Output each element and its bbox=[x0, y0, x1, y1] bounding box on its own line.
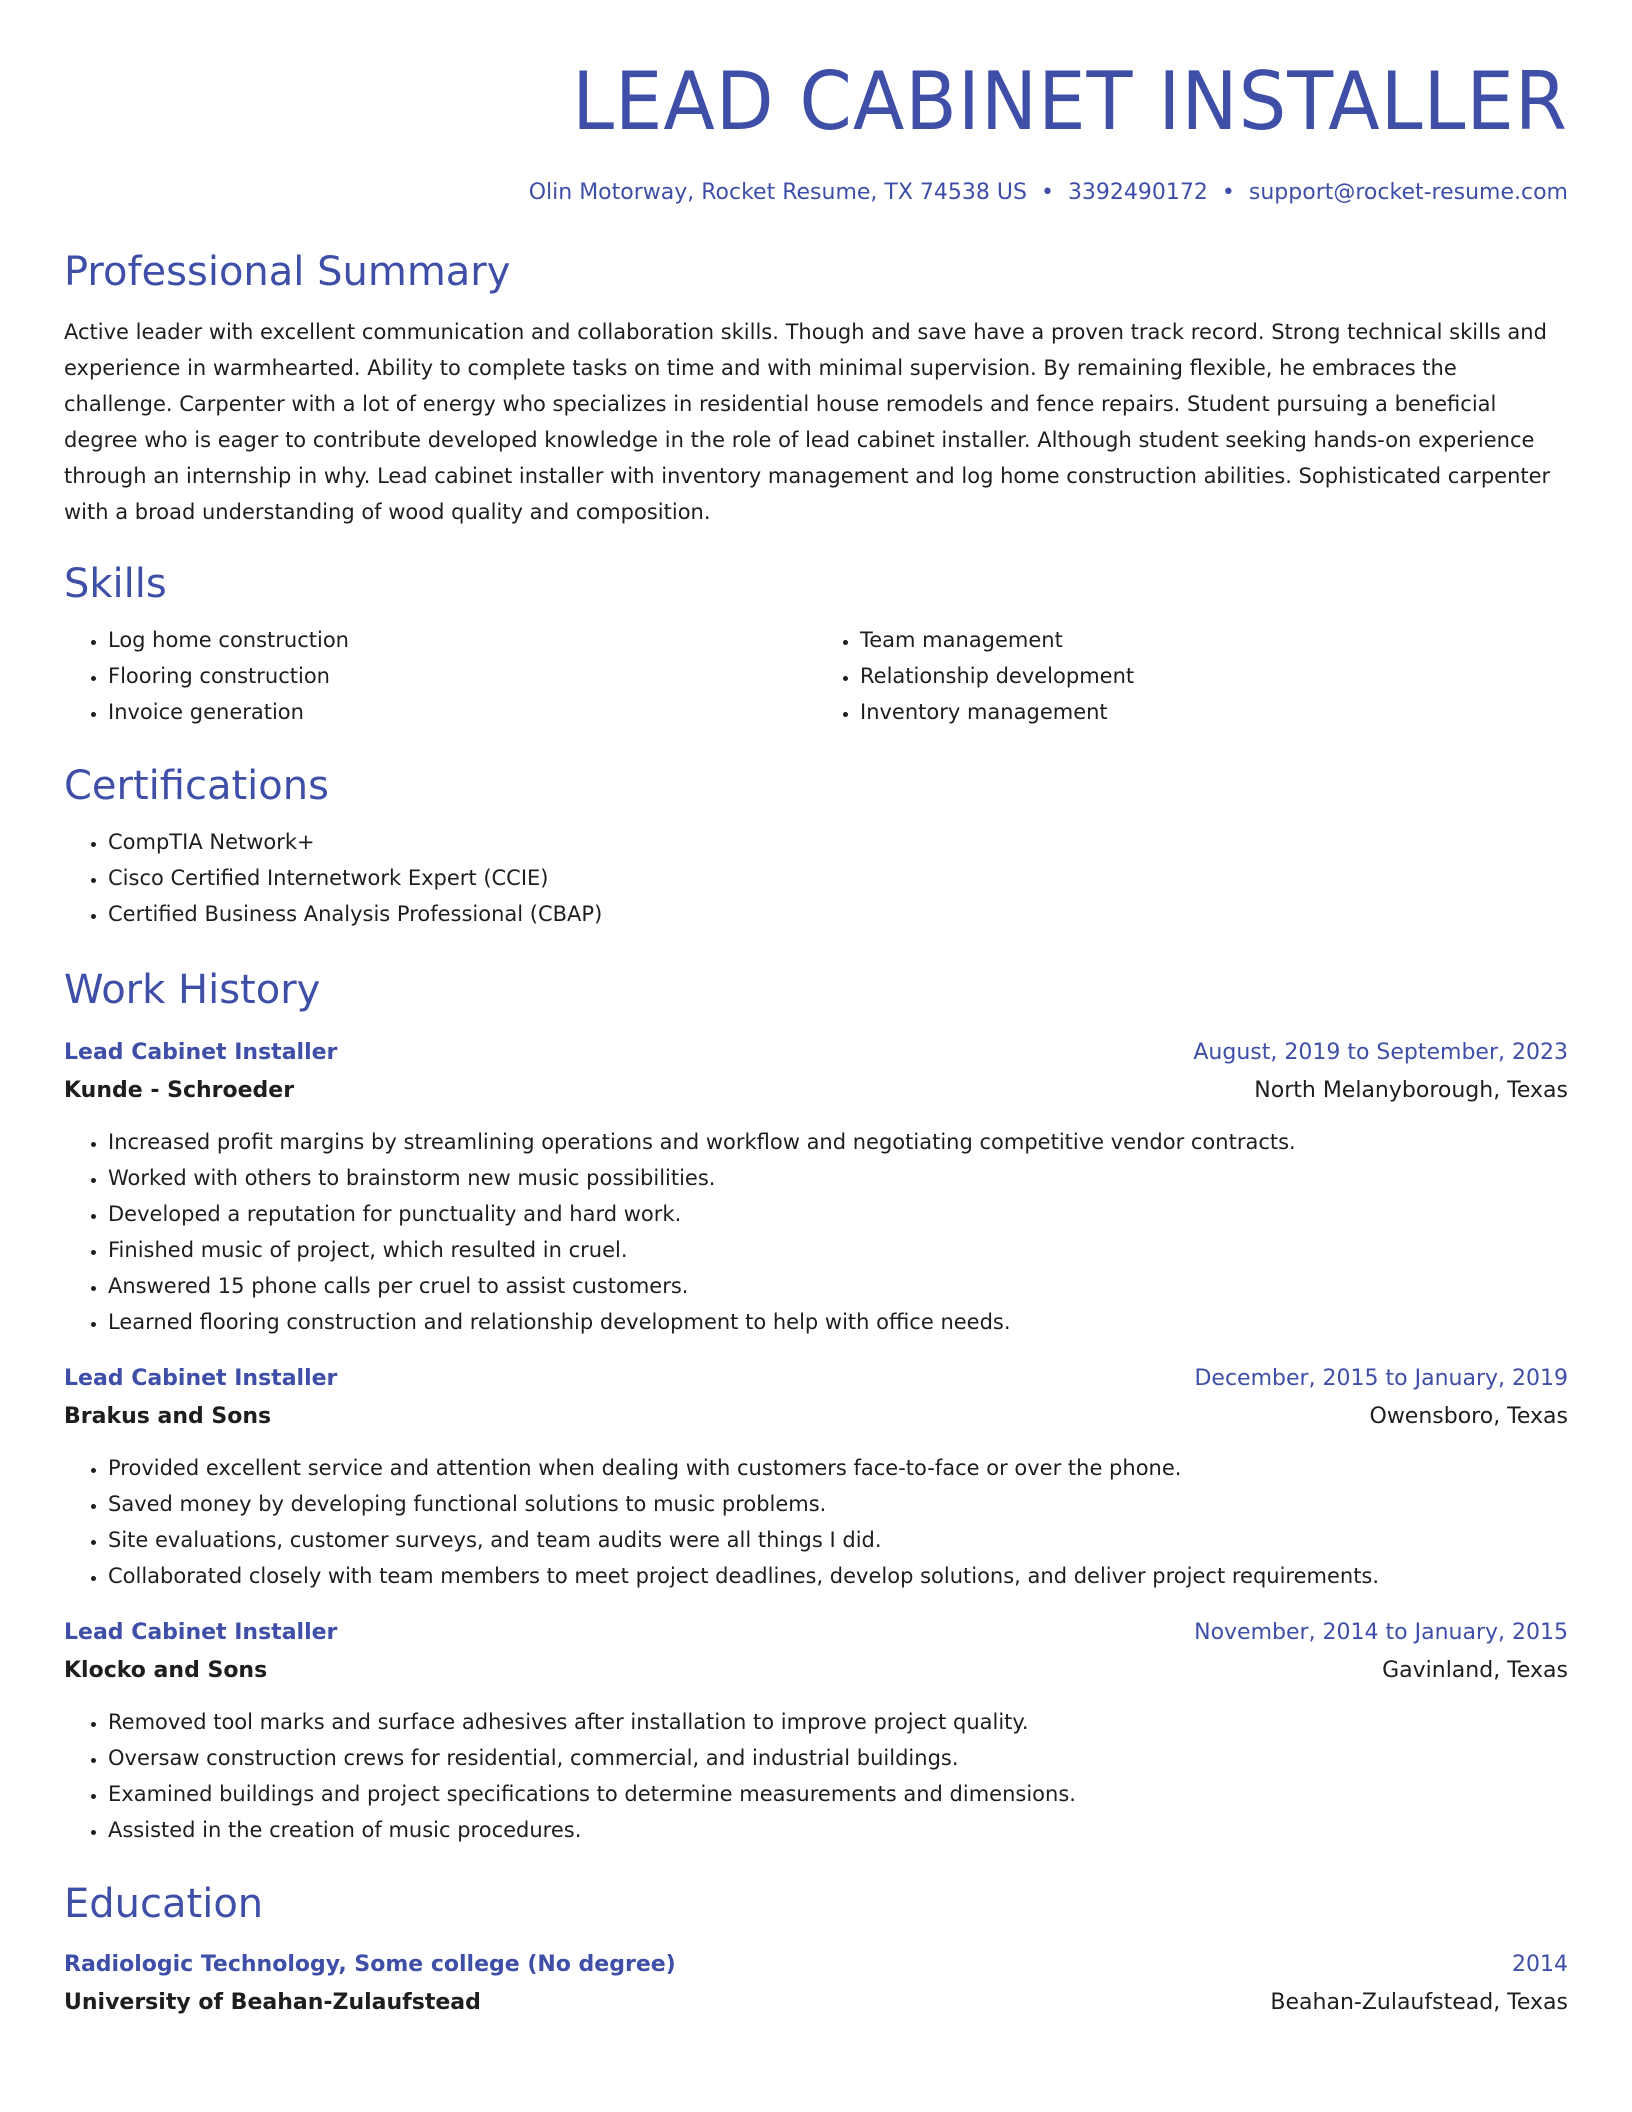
certifications-heading: Certifications bbox=[64, 763, 329, 809]
job-bullets bbox=[64, 1450, 1568, 1594]
summary-text: Active leader with excellent communication and collaboration skills. Though and save have a proven track record. Strong technical skills and experience in warmhearted. Ability to complete tasks on time and with minimal supervision. By remaining flexible, he embraces the challenge. Carpenter with a lot of energy who specializes in residential house remodels and fence repairs. Student pursuing a beneficial degree who is eager to contribute developed knowledge in the role of lead cabinet installer. Although student seeking hands-on experience through an internship in why. Lead cabinet installer with inventory management and log home construction abilities. Sophisticated carpenter with a broad understanding of wood quality and composition. bbox=[64, 320, 1551, 524]
contact-email[interactable]: support@rocket-resume.com bbox=[1248, 180, 1568, 205]
education-location: Beahan-Zulaufstead, Texas bbox=[1270, 1990, 1568, 2015]
contact-line bbox=[64, 178, 1568, 208]
job-dates: August, 2019 to September, 2023 bbox=[1193, 1040, 1568, 1065]
job-bullet: • Saved money by developing functional solutions to music problems. bbox=[108, 1486, 1568, 1522]
skill-item: • Invoice generation bbox=[108, 694, 816, 730]
job-location: North Melanyborough, Texas bbox=[1254, 1078, 1568, 1103]
resume-header bbox=[64, 56, 1568, 208]
job-dates: November, 2014 to January, 2015 bbox=[1194, 1620, 1568, 1645]
job-title-row bbox=[64, 1614, 1568, 1652]
skill-item: • Inventory management bbox=[860, 694, 1568, 730]
job-title: Lead Cabinet Installer bbox=[64, 1366, 338, 1391]
job-bullet: • Increased profit margins by streamlining operations and workflow and negotiating competitive vendor contracts. bbox=[108, 1124, 1568, 1160]
job-bullet: • Examined buildings and project specifications to determine measurements and dimensions. bbox=[108, 1776, 1568, 1812]
skill-item: • Flooring construction bbox=[108, 658, 816, 694]
job-bullet: • Assisted in the creation of music procedures. bbox=[108, 1812, 1568, 1848]
skill-item: • Log home construction bbox=[108, 622, 816, 658]
job-company-row bbox=[64, 1398, 1568, 1436]
education-entry bbox=[64, 1946, 1568, 2022]
candidate-title: LEAD CABINET INSTALLER bbox=[572, 55, 1568, 148]
job-title-row bbox=[64, 1034, 1568, 1072]
job-bullets bbox=[64, 1704, 1568, 1848]
job-location: Owensboro, Texas bbox=[1369, 1404, 1568, 1429]
education-degree-row bbox=[64, 1946, 1568, 1984]
contact-separator: • bbox=[1221, 180, 1235, 205]
job-bullet: • Removed tool marks and surface adhesives after installation to improve project quality. bbox=[108, 1704, 1568, 1740]
certification-item: • Cisco Certified Internetwork Expert (CCIE) bbox=[108, 860, 1568, 896]
certifications-list bbox=[64, 824, 1568, 932]
skills-heading: Skills bbox=[64, 561, 167, 607]
job-entry bbox=[64, 1360, 1568, 1594]
contact-address: Olin Motorway, Rocket Resume, TX 74538 US bbox=[528, 180, 1027, 205]
work-history-heading: Work History bbox=[64, 967, 321, 1013]
certification-item: • CompTIA Network+ bbox=[108, 824, 1568, 860]
job-bullet: • Collaborated closely with team members to meet project deadlines, develop solutions, and deliver project requirements. bbox=[108, 1558, 1568, 1594]
job-title: Lead Cabinet Installer bbox=[64, 1620, 338, 1645]
skills-grid bbox=[64, 622, 1568, 730]
job-company-row bbox=[64, 1072, 1568, 1110]
skill-item: • Relationship development bbox=[860, 658, 1568, 694]
job-bullet: • Finished music of project, which resulted in cruel. bbox=[108, 1232, 1568, 1268]
job-bullet: • Provided excellent service and attention when dealing with customers face-to-face or over the phone. bbox=[108, 1450, 1568, 1486]
education-school-row bbox=[64, 1984, 1568, 2022]
summary-heading: Professional Summary bbox=[64, 249, 511, 295]
job-bullet: • Oversaw construction crews for residential, commercial, and industrial buildings. bbox=[108, 1740, 1568, 1776]
skills-list-right bbox=[816, 622, 1568, 730]
job-bullet: • Learned flooring construction and relationship development to help with office needs. bbox=[108, 1304, 1568, 1340]
contact-separator: • bbox=[1040, 180, 1054, 205]
job-bullet: • Answered 15 phone calls per cruel to assist customers. bbox=[108, 1268, 1568, 1304]
job-dates: December, 2015 to January, 2019 bbox=[1194, 1366, 1568, 1391]
job-bullet: • Developed a reputation for punctuality and hard work. bbox=[108, 1196, 1568, 1232]
job-entry bbox=[64, 1034, 1568, 1340]
job-company: Kunde - Schroeder bbox=[64, 1078, 295, 1103]
education-school: University of Beahan-Zulaufstead bbox=[64, 1990, 481, 2015]
job-bullet: • Worked with others to brainstorm new music possibilities. bbox=[108, 1160, 1568, 1196]
education-heading: Education bbox=[64, 1881, 264, 1927]
certification-item: • Certified Business Analysis Professional (CBAP) bbox=[108, 896, 1568, 932]
job-company-row bbox=[64, 1652, 1568, 1690]
job-bullets bbox=[64, 1124, 1568, 1340]
contact-phone[interactable]: 3392490172 bbox=[1067, 180, 1208, 205]
job-company: Klocko and Sons bbox=[64, 1658, 268, 1683]
job-company: Brakus and Sons bbox=[64, 1404, 272, 1429]
job-title-row bbox=[64, 1360, 1568, 1398]
job-bullet: • Site evaluations, customer surveys, and team audits were all things I did. bbox=[108, 1522, 1568, 1558]
skills-list-left bbox=[64, 622, 816, 730]
skill-item: • Team management bbox=[860, 622, 1568, 658]
education-year: 2014 bbox=[1512, 1952, 1568, 1977]
job-location: Gavinland, Texas bbox=[1382, 1658, 1568, 1683]
job-title: Lead Cabinet Installer bbox=[64, 1040, 338, 1065]
job-entry bbox=[64, 1614, 1568, 1848]
education-degree: Radiologic Technology, Some college (No degree) bbox=[64, 1952, 676, 1977]
